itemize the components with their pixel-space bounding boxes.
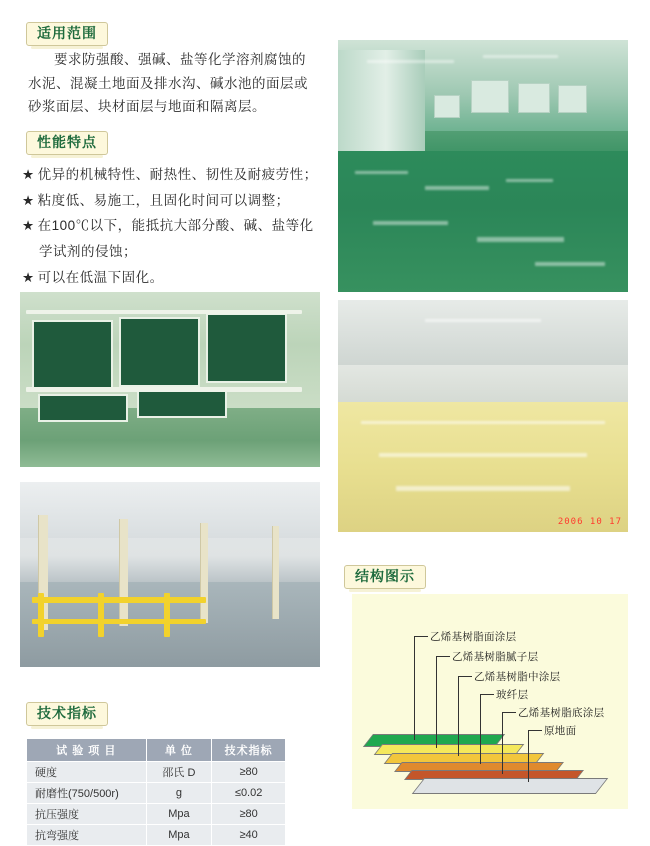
structure-diagram: [352, 594, 628, 809]
cell-item: 硬度: [27, 762, 147, 783]
cell-value: ≥40: [212, 825, 286, 846]
leader-line: [480, 694, 481, 764]
photo-date-stamp: 2006 10 17: [557, 517, 622, 527]
leader-line: [502, 712, 503, 774]
floor-highlight: [361, 421, 605, 424]
cell-unit: 邵氏 D: [146, 762, 212, 783]
table-row: [27, 762, 286, 783]
rail-post: [38, 593, 44, 637]
left-wall: [338, 50, 425, 166]
photo-green-epoxy-hall: [338, 40, 628, 292]
window: [471, 80, 509, 113]
layer-label-fiberglass: 玻纤层: [496, 689, 529, 701]
scope-paragraph: [28, 48, 314, 119]
section-heading-features: 性能特点: [26, 131, 108, 155]
safety-rail: [32, 619, 206, 624]
tank-basin: [206, 313, 287, 383]
wall-area: [338, 365, 628, 407]
leader-line: [528, 730, 529, 782]
photo-yellow-corridor: [338, 300, 628, 532]
layer-label-topcoat: 乙烯基树脂面涂层: [430, 631, 517, 643]
feature-text-continuation: 学试剂的侵蚀；: [39, 243, 137, 259]
leader-line: [480, 694, 494, 695]
photo-anticorrosion-tanks: [20, 292, 320, 467]
table-row: [27, 783, 286, 804]
leader-line: [436, 656, 450, 657]
leader-line: [458, 676, 459, 756]
leader-line: [436, 656, 437, 748]
floor-reflection: [506, 179, 552, 182]
leader-line: [414, 636, 415, 740]
rail-post: [164, 593, 170, 637]
feature-text: 粘度低、易施工，且固化时间可以调整；: [37, 192, 290, 208]
floor-highlight: [379, 453, 588, 457]
leader-line: [458, 676, 472, 677]
column-header-value: 技术指标: [212, 739, 286, 762]
rail-post: [98, 593, 104, 637]
floor-reflection: [477, 237, 564, 242]
star-icon: ★: [22, 192, 35, 208]
window: [558, 85, 587, 113]
table-header-row: [27, 739, 286, 762]
floor-reflection: [373, 221, 448, 225]
column-header-item: 试 验 项 目: [27, 739, 147, 762]
ceiling-light: [483, 55, 558, 58]
cell-item: 抗弯强度: [27, 825, 147, 846]
feature-text: 在100℃以下，能抵抗大部分酸、碱、盐等化: [37, 218, 314, 234]
table-row: [27, 825, 286, 846]
feature-text: 优异的机械特性、耐热性、韧性及耐疲劳性；: [37, 167, 318, 182]
cell-unit: Mpa: [146, 804, 212, 825]
cell-item: 耐磨性(750/500r): [27, 783, 147, 804]
table-row: [27, 804, 286, 825]
section-heading-scope: 适用范围: [26, 22, 108, 46]
floor-highlight: [396, 486, 570, 491]
feature-text: 可以在低温下固化。: [37, 269, 164, 285]
tank-rim: [26, 310, 302, 314]
layer-label-substrate: 原地面: [544, 725, 577, 737]
floor-reflection: [535, 262, 605, 266]
tank-basin: [32, 320, 113, 390]
floor-reflection: [425, 186, 489, 190]
column: [119, 519, 128, 626]
star-icon: ★: [22, 269, 35, 285]
leader-line: [502, 712, 516, 713]
layer-slab-substrate: [412, 778, 609, 794]
layer-label-primer: 乙烯基树脂底涂层: [518, 707, 605, 719]
specs-table: [26, 738, 286, 846]
layer-label-midcoat: 乙烯基树脂中涂层: [474, 671, 561, 683]
list-item: [22, 188, 322, 214]
window: [518, 83, 550, 113]
safety-rail: [32, 597, 206, 603]
section-heading-structure: 结构图示: [344, 565, 426, 589]
column: [200, 523, 208, 623]
features-list: [22, 162, 322, 290]
layer-label-putty: 乙烯基树脂腻子层: [452, 651, 539, 663]
column: [272, 526, 279, 619]
tank-rim: [26, 387, 302, 392]
star-icon: ★: [22, 218, 35, 234]
tank-basin: [119, 317, 200, 387]
tank-basin: [137, 390, 227, 418]
leader-line: [528, 730, 542, 731]
cell-unit: Mpa: [146, 825, 212, 846]
scope-paragraph-text: 要求防强酸、强碱、盐等化学溶剂腐蚀的水泥、混凝土地面及排水沟、碱水池的面层或砂浆面层、块材面层与地面和隔离层。: [28, 52, 308, 115]
photo-warehouse-floor: [20, 482, 320, 667]
cell-value: ≥80: [212, 762, 286, 783]
ceiling-light: [367, 60, 454, 63]
list-item: [22, 265, 322, 291]
column-header-unit: 单 位: [146, 739, 212, 762]
star-icon: ★: [22, 167, 35, 182]
window: [434, 95, 460, 118]
section-heading-specs: 技术指标: [26, 702, 108, 726]
list-item: [22, 162, 322, 188]
tank-basin: [38, 394, 128, 422]
cell-item: 抗压强度: [27, 804, 147, 825]
cell-value: ≤0.02: [212, 783, 286, 804]
cell-value: ≥80: [212, 804, 286, 825]
leader-line: [414, 636, 428, 637]
ceiling-light: [425, 319, 541, 322]
floor-reflection: [355, 171, 407, 174]
ceiling-area: [338, 300, 628, 370]
cell-unit: g: [146, 783, 212, 804]
list-item: [22, 213, 322, 264]
